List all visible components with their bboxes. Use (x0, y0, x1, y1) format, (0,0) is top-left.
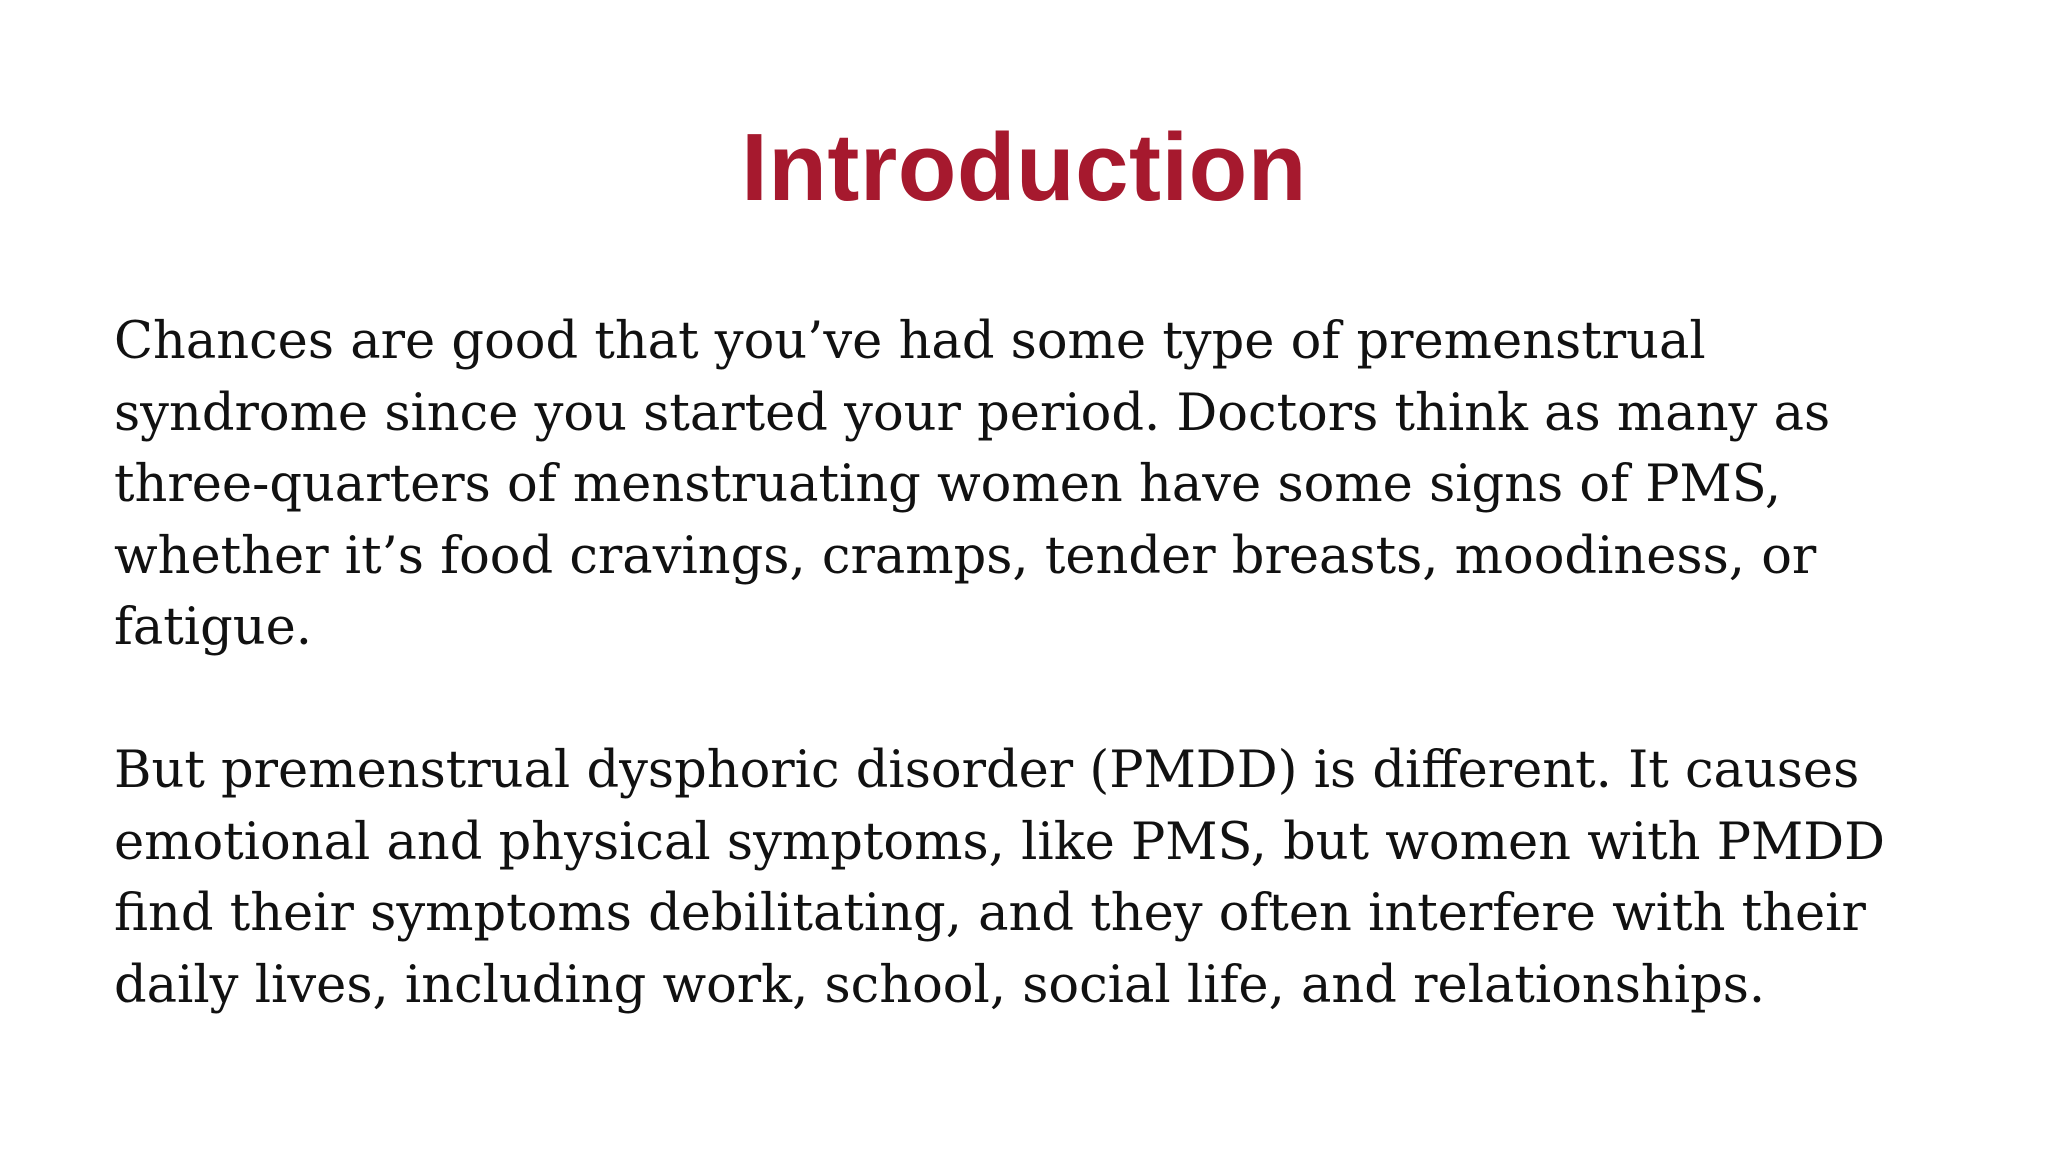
paragraph-pms: Chances are good that you’ve had some type of premenstrual syndrome since you started your period. Doctors think as many as three-quarters of menstruating women have some signs of PMS, whether it’s food cravings, cramps, tender breasts, moodiness, or fatigue. (114, 312, 1831, 657)
paragraph-pmdd: But premenstrual dysphoric disorder (PMDD) is different. It causes emotional and physical symptoms, like PMS, but women with PMDD find their symptoms debilitating, and they often interfere with their daily lives, including work, school, social life, and relationships. (114, 741, 1886, 1015)
slide-body (114, 306, 1944, 1021)
slide-title: Introduction (741, 114, 1307, 221)
